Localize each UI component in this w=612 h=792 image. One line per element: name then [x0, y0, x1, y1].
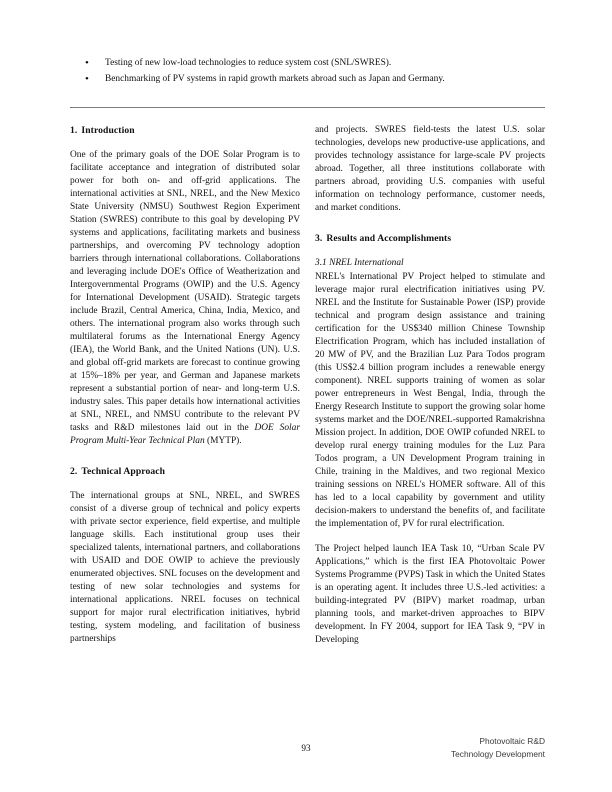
heading-title: Results and Accomplishments	[326, 233, 452, 244]
paragraph-italic-title: DOE Solar Program Multi-Year Technical Plan	[70, 423, 300, 446]
heading-title: Technical Approach	[81, 466, 166, 477]
left-column	[70, 124, 300, 646]
list-item-text: Benchmarking of PV systems in rapid growth markets abroad such as Japan and Germany.	[105, 73, 445, 84]
paragraph-nrel-2: The Project helped launch IEA Task 10, “Urban Scale PV Applications,” which is the first IEA Photovoltaic Power Systems Programme (PVPS) Task in which the United States is an operating agent. It includes three U.S.-led activities: a building-integrated PV (BIPV) market roadmap, urban planning tools, and market-driven approaches to BIPV development. In FY 2004, support for IEA Task 9, “PV in Developing	[315, 544, 545, 645]
heading-results-and-accomplishments	[315, 232, 545, 245]
two-column-body	[70, 124, 545, 724]
paragraph-continued: and projects. SWRES field-tests the latest U.S. solar technologies, develops new productive-use applications, and provides technology assistance for large-scale PV projects abroad. Together, all three institutions collaborate with partners abroad, providing U.S. companies with useful information on technology performance, customer needs, and market conditions.	[315, 125, 545, 213]
paragraph-text-tail: (MYTP).	[204, 436, 242, 446]
heading-number: 2.	[70, 466, 78, 477]
subheading-nrel-international: 3.1 NREL International	[315, 258, 404, 268]
top-bullet-list	[70, 56, 545, 87]
heading-technical-approach	[70, 465, 300, 478]
list-item	[70, 72, 545, 88]
paragraph-nrel-1: NREL's International PV Project helped to stimulate and leverage major rural electrification initiatives using PV. NREL and the Institute for Sustainable Power (ISP) provide technical and program design assistance and training certification for the US$340 million Chinese Township Electrification Program, which has included installation of 20 MW of PV, and the Brazilian Luz Para Todos program (this US$2.4 billion program includes a renewable energy component). NREL supports training of women as solar power entrepreneurs in West Bengal, India, through the Energy Research Institute to support the growing solar home systems market and the DOE/NREL-supported Ramakrishna Mission project. In addition, DOE OWIP cofunded NREL to develop rural energy training modules for the Luz Para Todos program, a UN Development Program training in Chile, training in the Maldives, and two regional Mexico training sessions on NREL's HOMER software. All of this has led to a local capability by government and utility decision-makers to understand the benefits of, and facilitate the implementation of, PV for rural electrification.	[315, 272, 545, 529]
heading-title: Introduction	[81, 125, 135, 136]
heading-number: 3.	[315, 233, 323, 244]
footer-line-2: Technology Development	[450, 748, 545, 759]
paragraph-technical-approach: The international groups at SNL, NREL, and SWRES consist of a diverse group of technical and policy experts with private sector experience, field expertise, and multiple language skills. Each institutional group uses their specialized talents, international partners, and collaborations with USAID and DOE OWIP to achieve the previously enumerated objectives. SNL focuses on the development and testing of new solar technologies and systems for international applications. NREL focuses on technical support for major rural electrification initiatives, hybrid testing, system modeling, and facilitation of business partnerships	[70, 491, 300, 644]
footer-right	[451, 735, 545, 760]
paragraph-introduction	[70, 149, 300, 448]
bullet-icon: •	[85, 72, 89, 85]
list-item-text: Testing of new low-load technologies to reduce system cost (SNL/SWRES).	[105, 58, 392, 68]
footer-line-1: Photovoltaic R&D	[479, 736, 545, 746]
heading-number: 1.	[70, 125, 78, 136]
horizontal-divider	[70, 107, 545, 108]
list-item	[70, 56, 545, 72]
page-number: 93	[301, 743, 311, 753]
heading-introduction	[70, 124, 300, 137]
paragraph-text: One of the primary goals of the DOE Solar Program is to facilitate acceptance and integration of distributed solar power for both on- and off-grid applications. The international activities at SNL, NREL, and the New Mexico State University (NMSU) Southwest Region Experiment Station (SWRES) contribute to this goal by developing PV systems and applications, facilitating markets and business partnerships, and overcoming PV technology adoption barriers through international collaborations. Collaborations and leveraging include DOE's Office of Weatherization and Intergovernmental Programs (OWIP) and the U.S. Agency for International Development (USAID). Strategic targets include Brazil, Central America, China, India, Mexico, and others. The international program also works through such multilateral forums as the International Energy Agency (IEA), the World Bank, and the United Nations (UN). U.S. and global off-grid markets are forecast to continue growing at 15%–18% per year, and German and Japanese markets represent a substantial portion of near- and long-term U.S. industry sales. This paper details how international activities at SNL, NREL, and NMSU contribute to the relevant PV tasks and R&D milestones laid out in the	[70, 150, 300, 433]
right-column	[315, 124, 545, 647]
bullet-icon: •	[85, 57, 89, 69]
